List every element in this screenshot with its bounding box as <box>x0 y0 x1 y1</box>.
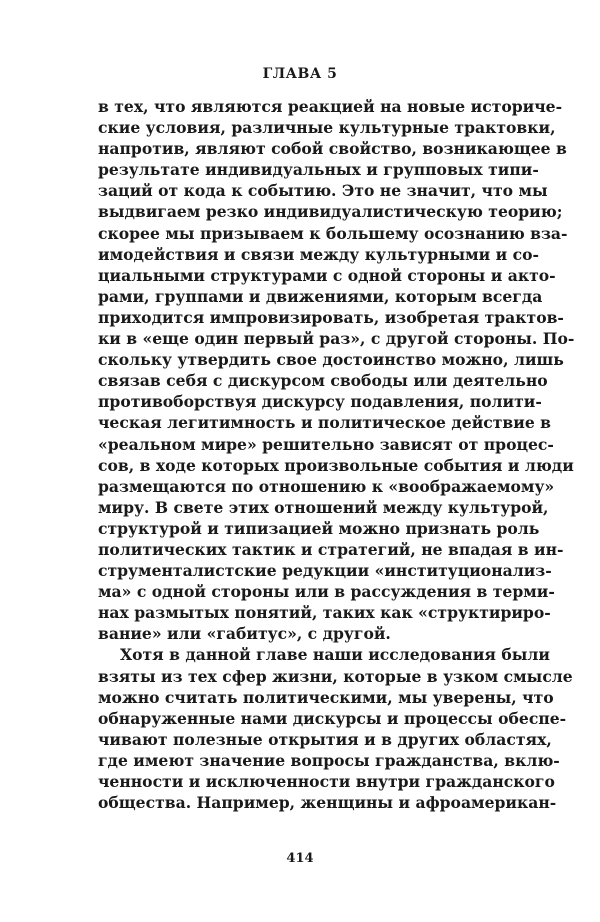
text-line: скольку утвердить свое достоинство можно, лишь <box>98 350 564 370</box>
text-line: имодействия и связи между культурными и со- <box>98 244 540 264</box>
text-line: сов, в ходе которых произвольные события и люди <box>98 455 574 475</box>
paragraph <box>98 644 573 813</box>
text-line: приходится импровизировать, изобретая трактов- <box>98 307 564 327</box>
text-line: нах размытых понятий, таких как «структириро- <box>98 603 551 623</box>
text-line: общества. Например, женщины и афроамерикан- <box>98 793 557 813</box>
text-line: напротив, являют собой свойство, возникающее в <box>98 139 567 159</box>
paragraph <box>98 96 575 644</box>
text-line: результате индивидуальных и групповых типи- <box>98 160 539 180</box>
text-line: чивают полезные открытия и в других областях, <box>98 729 552 749</box>
text-line: «реальном мире» решительно зависят от процес- <box>98 434 554 454</box>
text-line: струменталистские редукции «институционализ- <box>98 561 552 581</box>
text-line: связав себя с дискурсом свободы или деятельно <box>98 371 548 391</box>
running-header: ГЛАВА 5 <box>262 66 338 82</box>
text-line: в тех, что являются реакцией на новые историче- <box>98 97 563 116</box>
text-line: вание» или «габитус», с другой. <box>98 624 391 644</box>
text-line: структурой и типизацией можно признать роль <box>98 518 540 538</box>
text-line: миру. В свете этих отношений между культурой, <box>98 497 549 517</box>
text-line: ма» с одной стороны или в рассуждения в терми- <box>98 582 555 602</box>
text-line: ки в «еще один первый раз», с другой стороны. По- <box>98 329 575 349</box>
text-line: обнаруженные нами дискурсы и процессы обеспе- <box>98 708 567 728</box>
text-line: скорее мы призываем к большему осознанию вза- <box>98 223 568 243</box>
body-text <box>98 96 575 813</box>
text-line: рами, группами и движениями, которым всегда <box>98 286 543 306</box>
text-line: ченности и исключенности внутри гражданского <box>98 772 555 791</box>
text-line: циальными структурами с одной стороны и акто- <box>98 265 556 285</box>
text-line: можно считать политическими, мы уверены, что <box>98 687 554 707</box>
text-line: где имеют значение вопросы гражданства, вклю- <box>98 750 560 770</box>
text-line: Хотя в данной главе наши исследования были <box>120 645 550 665</box>
text-line: ческая легитимность и политическое действие в <box>98 413 552 433</box>
text-line: заций от кода к событию. Это не значит, что мы <box>98 181 548 201</box>
text-line: ские условия, различные культурные трактовки, <box>98 118 556 138</box>
text-line: взяты из тех сфер жизни, которые в узком смысле <box>98 666 573 686</box>
text-line: противоборствуя дискурсу подавления, полити- <box>98 392 542 412</box>
text-line: размещаются по отношению к «воображаемому» <box>98 476 555 496</box>
text-line: политических тактик и стратегий, не впадая в ин- <box>98 539 564 559</box>
page-number: 414 <box>286 851 314 866</box>
text-line: выдвигаем резко индивидуалистическую теорию; <box>98 202 563 222</box>
